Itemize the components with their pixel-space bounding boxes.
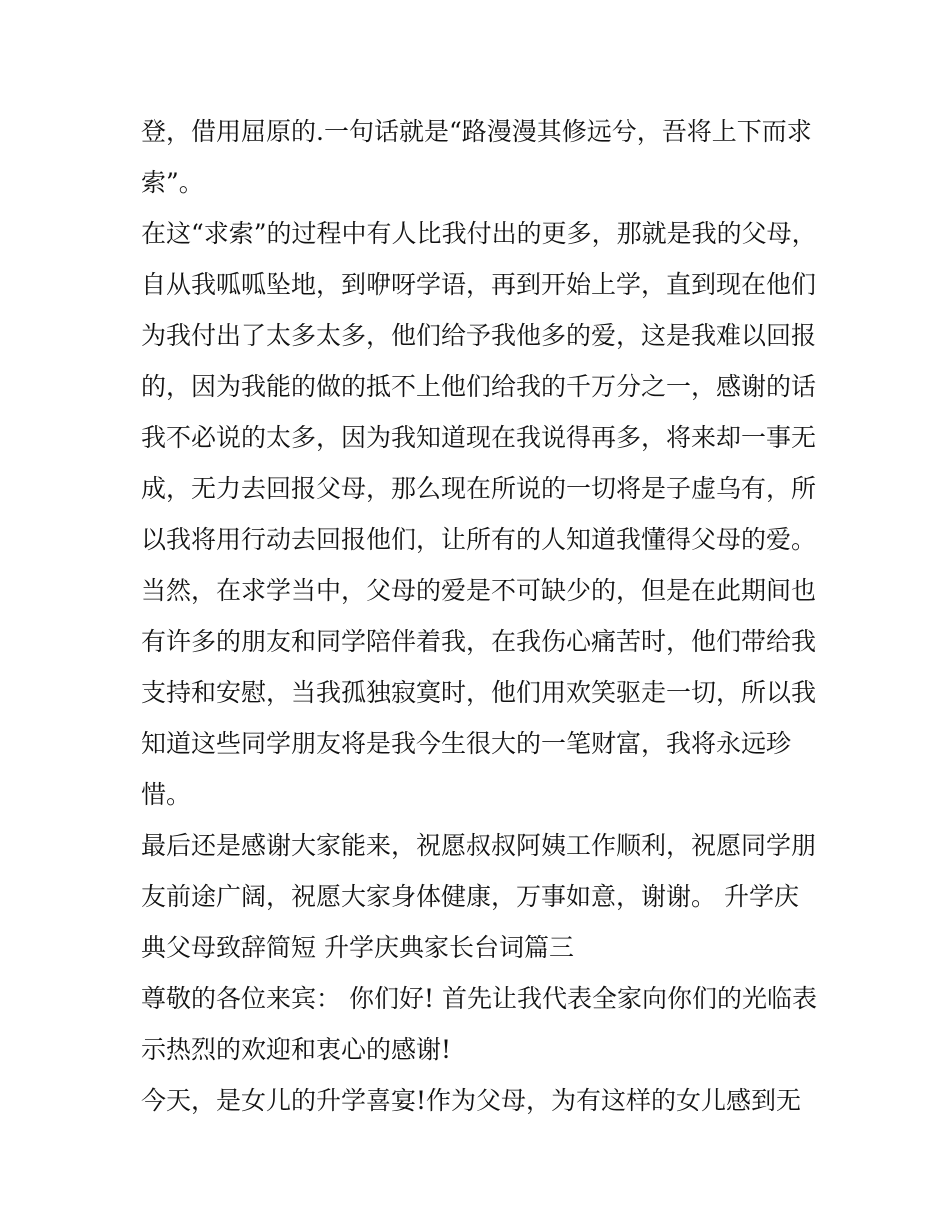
text-line: 的，因为我能的做的抵不上他们给我的千万分之一，感谢的话	[141, 372, 817, 401]
text-line: 今天，是女儿的升学喜宴!作为父母，为有这样的女儿感到无	[141, 1086, 802, 1115]
text-line: 在这“求索”的过程中有人比我付出的更多，那就是我的父母，	[141, 219, 817, 248]
text-line: 登，借用屈原的.一句话就是“路漫漫其修远兮，吾将上下而求	[141, 117, 812, 146]
text-line: 索”。	[141, 168, 204, 197]
document-body	[141, 106, 821, 1126]
text-line: 示热烈的欢迎和衷心的感谢!	[141, 1035, 452, 1064]
text-line: 有许多的朋友和同学陪伴着我，在我伤心痛苦时，他们带给我	[141, 627, 817, 656]
text-line: 最后还是感谢大家能来，祝愿叔叔阿姨工作顺利，祝愿同学朋	[141, 831, 817, 860]
text-line: 支持和安慰，当我孤独寂寞时，他们用欢笑驱走一切，所以我	[141, 678, 817, 707]
text-line: 成，无力去回报父母，那么现在所说的一切将是子虚乌有，所	[141, 474, 817, 503]
text-line: 以我将用行动去回报他们，让所有的人知道我懂得父母的爱。	[141, 525, 817, 554]
text-line: 自从我呱呱坠地，到咿呀学语，再到开始上学，直到现在他们	[141, 270, 817, 299]
text-line: 典父母致辞简短 升学庆典家长台词篇三	[141, 933, 574, 962]
text-line: 为我付出了太多太多，他们给予我他多的爱，这是我难以回报	[141, 321, 817, 350]
text-line: 知道这些同学朋友将是我今生很大的一笔财富，我将永远珍	[141, 729, 792, 758]
text-line: 惜。	[141, 780, 192, 809]
text-line: 友前途广阔，祝愿大家身体健康，万事如意，谢谢。 升学庆	[141, 882, 799, 911]
text-line: 我不必说的太多，因为我知道现在我说得再多，将来却一事无	[141, 423, 817, 452]
text-line: 当然，在求学当中，父母的爱是不可缺少的，但是在此期间也	[141, 576, 817, 605]
text-line: 尊敬的各位来宾： 你们好! 首先让我代表全家向你们的光临表	[141, 984, 817, 1013]
